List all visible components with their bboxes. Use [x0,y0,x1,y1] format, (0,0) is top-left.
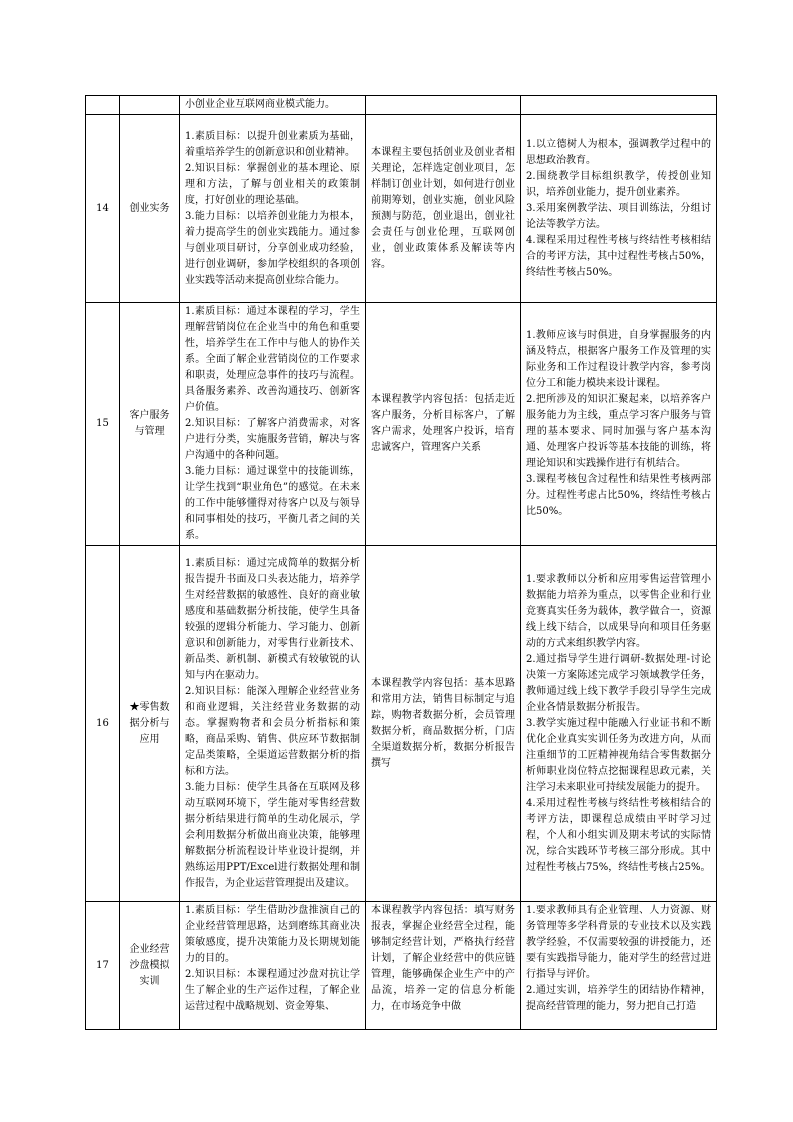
course-name [120,96,180,115]
course-content [366,902,521,1030]
goal-text: 2.知识目标：本课程通过沙盘对抗让学生了解企业的生产运作过程，了解企业运营过程中战略规划、资金筹集、 [185,969,360,1012]
requirement-text: 2.围绕教学目标组织教学，传授创业知识，培养创业能力，提升创业素养。 [526,170,711,198]
requirement-text: 1.要求教师具有企业管理、人力资源、财务管理等多学科背景的专业技术以及实践教学经验，不仅需要较强的讲授能力，还要有实践指导能力，能对学生的经营过进行指导与评价。 [526,905,711,980]
course-content [366,303,521,546]
requirement-text: 4.课程采用过程性考核与终结性考核相结合的考评方法，其中过程性考核占50%，终结性考核占50%。 [526,234,711,278]
course-name: 创业实务 [120,115,180,303]
requirement-text: 1.要求教师以分析和应用零售运营管理小数据能力培养为重点，以零售企业和行业竞赛真实任务为载体，教学做合一，资源线上线下结合，以成果导向和项目任务驱动的方式来组织教学内容。 [526,573,711,649]
goal-text: 1.素质目标：通过本课程的学习，学生理解营销岗位在企业当中的角色和重要性，培养学生在工作中与他人的协作关系。全面了解企业营销岗位的工作要求和职责，处理应急事件的技巧与流程。具备服务素养、改善沟通技巧、创新客户价值。 [185,306,360,413]
requirement-text: 3.课程考核包含过程性和结果性考核两部分。过程性考虑占比50%，终结性考核占比50%。 [526,474,711,517]
table-row [86,303,717,546]
table-row [86,96,717,115]
table-row [86,546,717,902]
content-text: 本课程教学内容包括：包括走近客户服务，分析目标客户，了解客户需求，处理客户投诉，培育忠诚客户，管理客户关系 [371,394,515,453]
course-number: 15 [86,303,120,546]
goal-text: 3.能力目标：以培养创业能力为根本，着力提高学生的创业实践能力。通过参与创业项目研讨，分享创业成功经验，进行创业调研，参加学校组织的各项创业实践等活动来提高创业综合能力。 [185,210,360,286]
cell-clip [185,903,360,1028]
course-number: 17 [86,902,120,1030]
cell-clip [371,903,515,1028]
course-content [366,115,521,303]
requirement-text: 2.通过实训，培养学生的团结协作精神，提高经营管理的能力，努力把自己打造 [526,985,711,1012]
course-requirements [521,115,717,303]
course-name: 客户服务与管理 [120,303,180,546]
course-number: 14 [86,115,120,303]
goal-text: 1.素质目标：通过完成简单的数据分析报告提升书面及口头表达能力，培养学生对经营数据的敏感性、良好的商业敏感度和基础数据分析技能，使学生具备较强的逻辑分析能力、学习能力、创新意识和创新能力，对零售行业新技术、新品类、新机制、新模式有较敏锐的认知与内在驱动力。 [185,557,360,681]
goal-text: 3.能力目标：通过课堂中的技能训练，让学生找到“职业角色”的感觉。在未来的工作中能够懂得对待客户以及与领导和同事相处的技巧，平衡几者之间的关系。 [185,466,360,541]
requirement-text: 3.采用案例教学法、项目训练法，分组讨论法等教学方法。 [526,202,711,230]
goal-text: 1.素质目标：学生借助沙盘推演自己的企业经营管理思路，达到磨练其商业决策敏感度，提升决策能力及长期规划能力的目的。 [185,905,360,964]
goal-text: 小创业企业互联网商业模式能力。 [185,99,335,110]
content-text: 本课程主要包括创业及创业者相关理论，怎样选定创业项目，怎样制订创业计划，如何进行创业前期筹划，创业实施，创业风险预测与防范，创业退出，创业社会责任与创业伦理，互联网创业，创业政策体系及解读等内容。 [371,146,515,270]
table-row [86,902,717,1030]
course-number [86,96,120,115]
requirement-text: 1.教师应该与时俱进，自身掌握服务的内涵及特点，根据客户服务工作及管理的实际业务和工作过程设计教学内容，参考岗位分工和能力模块来设计课程。 [526,330,711,389]
course-number: 16 [86,546,120,902]
goal-text: 2.知识目标：了解客户消费需求，对客户进行分类，实施服务营销，解决与客户沟通中的各种问题。 [185,418,360,461]
course-name: 企业经营沙盘模拟实训 [120,902,180,1030]
requirement-text: 4.采用过程性考核与终结性考核相结合的考评方法，即课程总成绩由平时学习过程，个人和小组实训及期末考试的实际情况，综合实践环节考核三部分形成。其中过程性考核占75%，终结性考核占25%。 [526,797,711,873]
goal-text: 1.素质目标：以提升创业素质为基础，着重培养学生的创新意识和创业精神。 [185,130,360,158]
course-goals [180,303,366,546]
course-goals [180,546,366,902]
course-table [85,95,717,1030]
course-requirements [521,902,717,1030]
course-name: ★零售数据分析与应用 [120,546,180,902]
course-content [366,96,521,115]
cell-clip [526,903,711,1028]
content-text: 本课程教学内容包括：填写财务报表，掌握企业经营全过程，能够制定经营计划，严格执行经营计划，了解企业经营中的供应链管理，能够确保企业生产中的产品流，培养一定的信息分析能力，在市场竞争中做 [371,905,515,1012]
table-row [86,115,717,303]
course-content [366,546,521,902]
course-requirements [521,303,717,546]
requirement-text: 2.把所涉及的知识汇聚起来，以培养客户服务能力为主线，重点学习客户服务与管理的基本要求、同时加强与客户基本沟通、处理客户投诉等基本技能的训练，将理论知识和实践操作进行有机结合。 [526,394,711,469]
requirement-text: 3.教学实施过程中能融入行业证书和不断优化企业真实实训任务为改进方向，从而注重细节的工匠精神视角结合零售数据分析师职业岗位特点挖掘课程思政元素，关注学习未来职业可持续发展能力的提升。 [526,717,711,793]
requirement-text: 2.通过指导学生进行调研-数据处理-讨论决策一方案陈述完成学习领域教学任务，教师通过线上线下教学手段引导学生完成企业各情景数据分析报告。 [526,653,711,713]
goal-text: 2.知识目标：掌握创业的基本理论、原理和方法，了解与创业相关的政策制度，打好创业的理论基础。 [185,162,360,206]
content-text: 本课程教学内容包括：基本思路和常用方法，销售目标制定与追踪，购物者数据分析，会员管理数据分析，商品数据分析，门店全渠道数据分析，数据分析报告撰写 [371,677,515,769]
goal-text: 3.能力目标：使学生具备在互联网及移动互联网环境下，学生能对零售经营数据分析结果进行简单的生动化展示，学会利用数据分析做出商业决策，能够理解数据分析流程设计毕业设计提纲，并熟练运用PPT/Excel进行数据处理和制作报告，为企业运营管理提出及建议。 [185,781,360,889]
course-requirements [521,546,717,902]
course-goals [180,115,366,303]
course-goals [180,902,366,1030]
requirement-text: 1.以立德树人为根本，强调教学过程中的思想政治教育。 [526,138,711,166]
goal-text: 2.知识目标：能深入理解企业经营业务和商业逻辑，关注经营业务数据的动态。掌握购物者和会员分析指标和策略，商品采购、销售、供应环节数据制定品类策略，全渠道运营数据分析的指标和方法。 [185,685,360,777]
course-goals [180,96,366,115]
course-requirements [521,96,717,115]
